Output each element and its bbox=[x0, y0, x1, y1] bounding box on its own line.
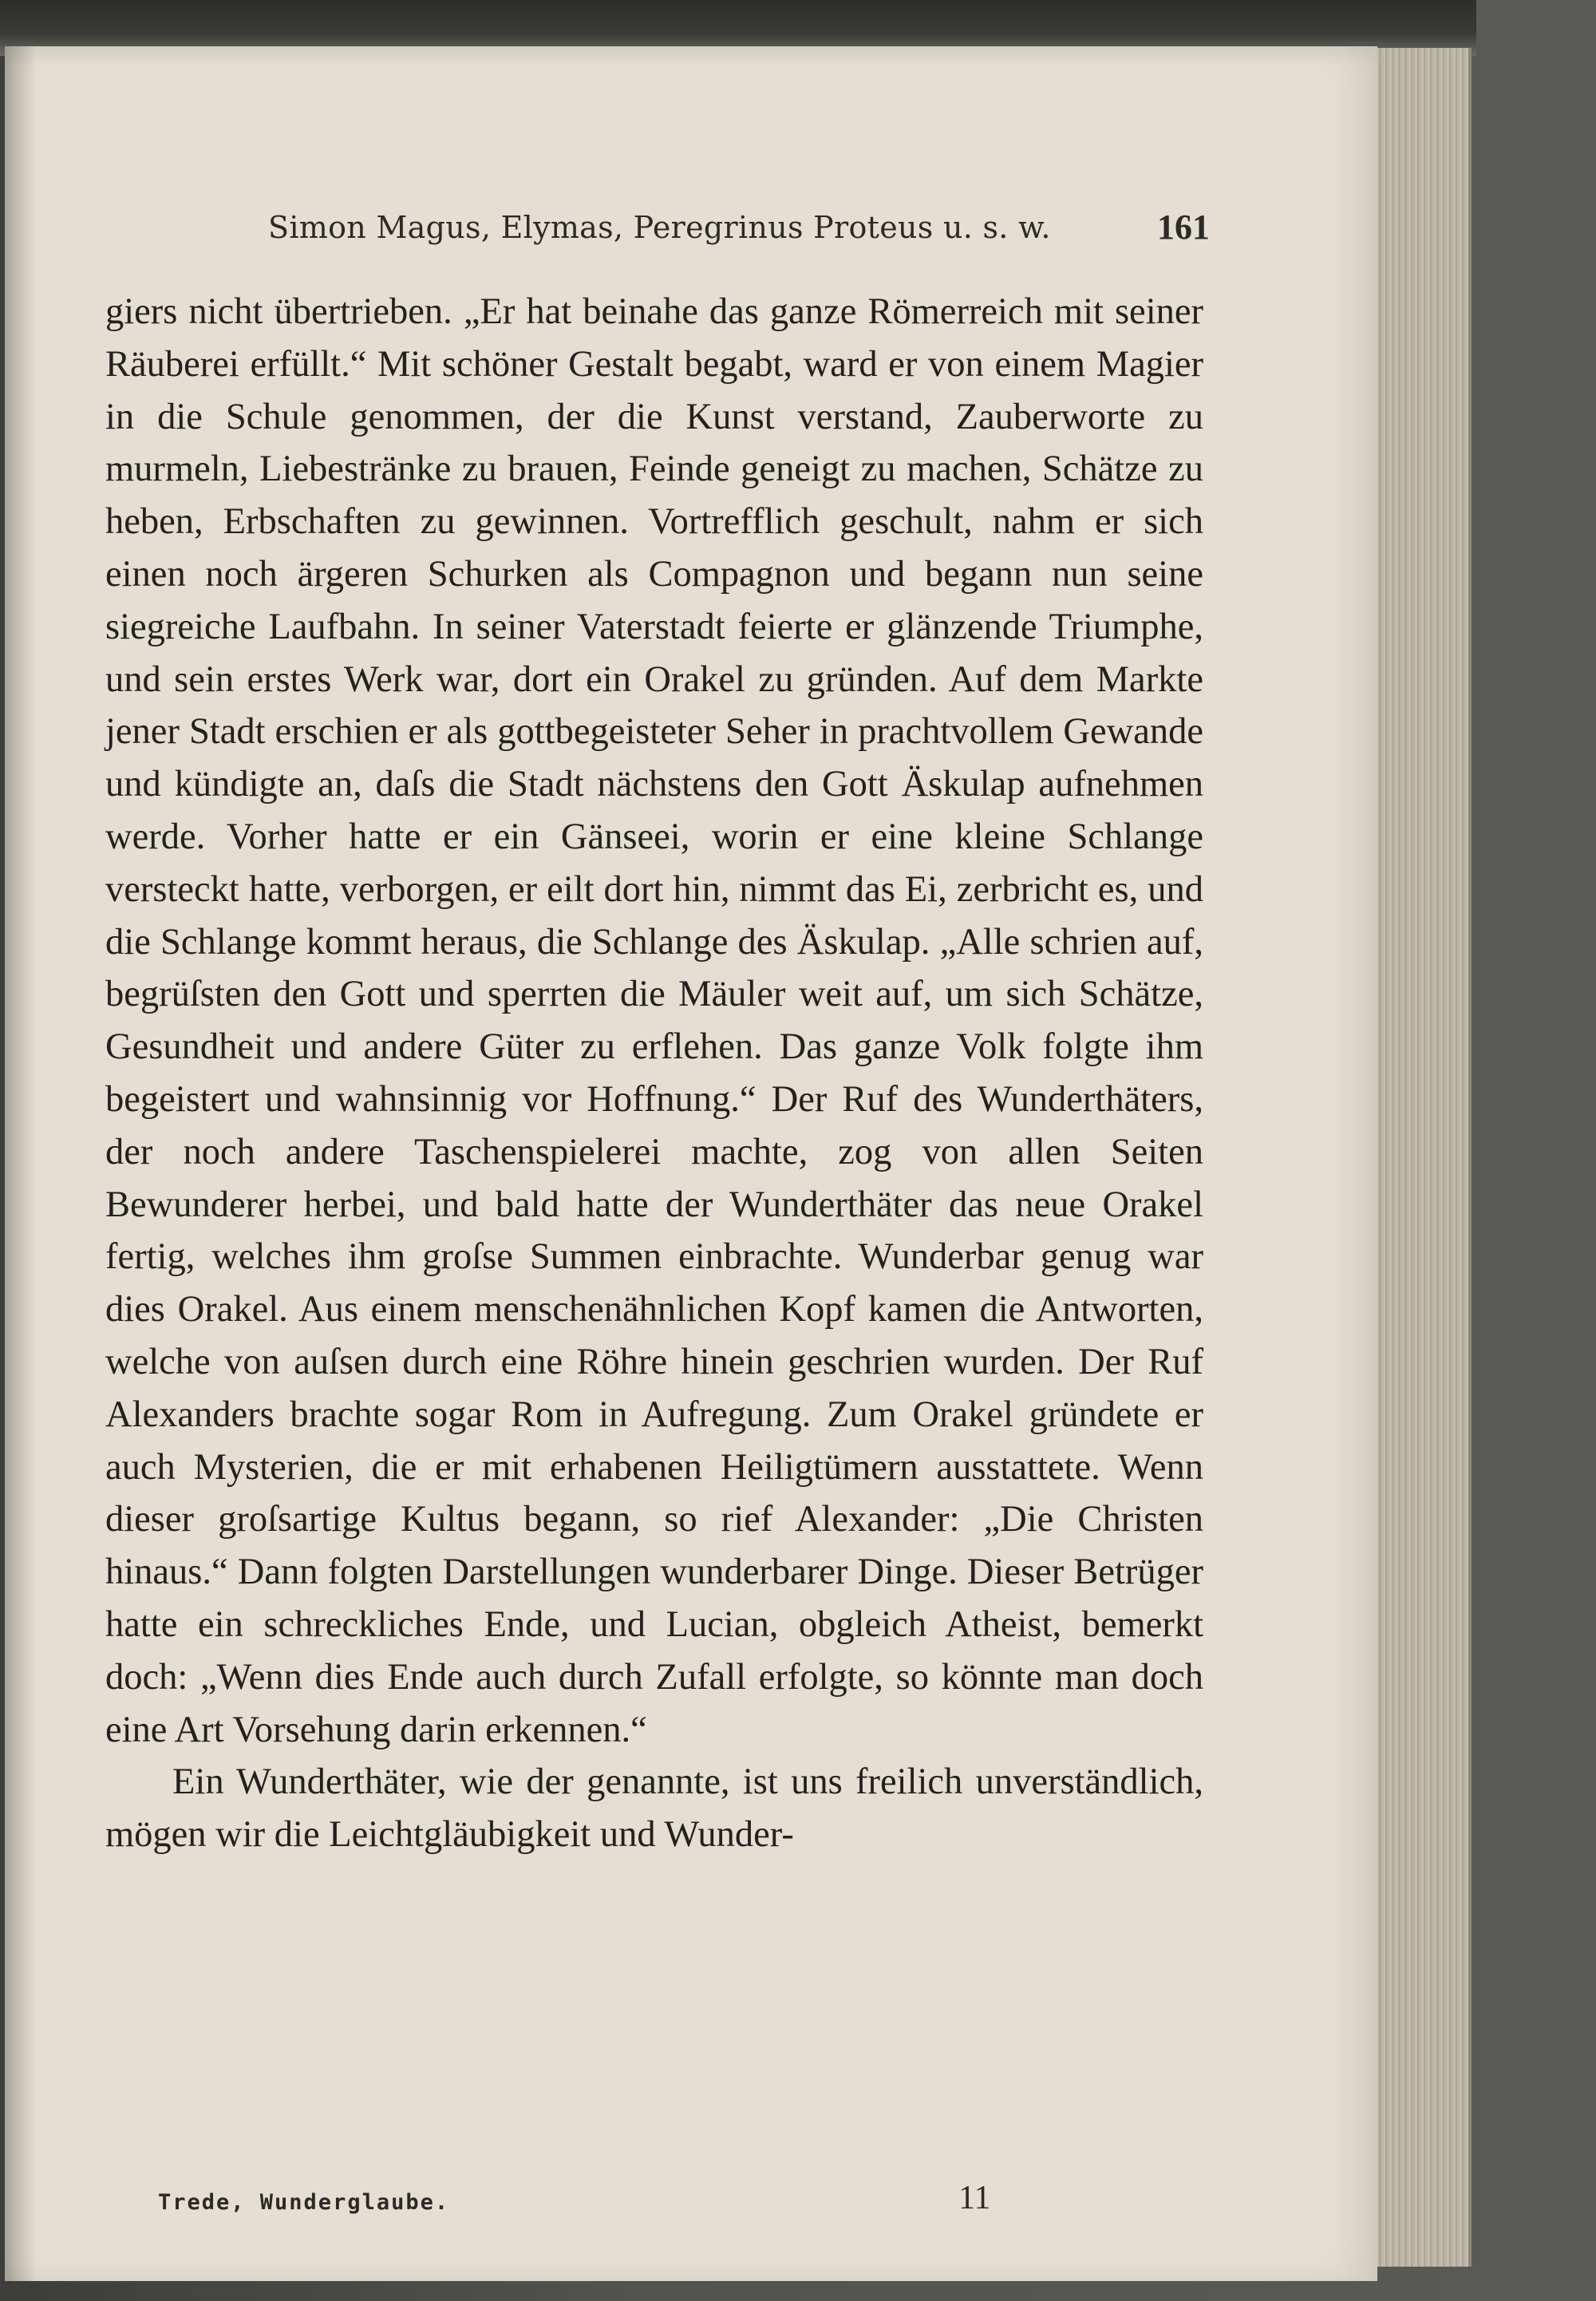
book-page bbox=[5, 46, 1377, 2281]
gutter-shadow bbox=[5, 46, 37, 2281]
signature-number: 11 bbox=[958, 2180, 991, 2216]
paragraph: Ein Wunderthäter, wie der genannte, ist uns freilich unverständlich, mögen wir die Leichtgläubigkeit und Wunder- bbox=[105, 1761, 1203, 1856]
body-text bbox=[105, 286, 1203, 1861]
paragraph-continued: giers nicht übertrieben. „Er hat beinahe das ganze Römerreich mit seiner Räuberei erfüllt.“ Mit schöner Gestalt begabt, ward er von einem Magier in die Schule genommen, der die Kunst verstand, Zauberworte zu murmeln, Liebestränke zu brauen, Feinde geneigt zu machen, Schätze zu heben, Erbschaften zu gewinnen. Vortrefflich geschult, nahm er sich einen noch ärgeren Schurken als Compagnon und begann nun seine siegreiche Laufbahn. In seiner Vaterstadt feierte er glänzende Triumphe, und sein erstes Werk war, dort ein Orakel zu gründen. Auf dem Markte jener Stadt erschien er als gottbegeisteter Seher in prachtvollem Gewande und kündigte an, daſs die Stadt nächstens den Gott Äskulap aufnehmen werde. Vorher hatte er ein Gänseei, worin er eine kleine Schlange versteckt hatte, verborgen, er eilt dort hin, nimmt das Ei, zerbricht es, und die Schlange kommt heraus, die Schlange des Äskulap. „Alle schrien auf, begrüſsten den Gott und sperrten die Mäuler weit auf, um sich Schätze, Gesundheit und andere Güter zu erflehen. Das ganze Volk folgte ihm begeistert und wahnsinnig vor Hoffnung.“ Der Ruf des Wunderthäters, der noch andere Taschenspielerei machte, zog von allen Seiten Bewunderer herbei, und bald hatte der Wunderthäter das neue Orakel fertig, welches ihm groſse Summen einbrachte. Wunderbar genug war dies Orakel. Aus einem menschenähnlichen Kopf kamen die Antworten, welche von auſsen durch eine Röhre hinein geschrien wurden. Der Ruf Alexanders brachte sogar Rom in Aufregung. Zum Orakel gründete er auch Mysterien, die er mit erhabenen Heiligtümern ausstattete. Wenn dieser groſsartige Kultus begann, so rief Alexander: „Die Christen hinaus.“ Dann folgten Darstellungen wunderbarer Dinge. Dieser Betrüger hatte ein schreckliches Ende, und Lucian, obgleich Atheist, bemerkt doch: „Wenn dies Ende auch durch Zufall erfolgte, so könnte man doch eine Art Vorsehung darin erkennen.“ bbox=[105, 291, 1203, 1750]
page-footer bbox=[158, 2179, 1100, 2227]
running-head-title: Simon Magus, Elymas, Peregrinus Proteus u. s. w. bbox=[268, 210, 1051, 245]
signature-mark: Trede, Wunderglaube. bbox=[158, 2190, 450, 2215]
page-number: 161 bbox=[1157, 208, 1210, 247]
